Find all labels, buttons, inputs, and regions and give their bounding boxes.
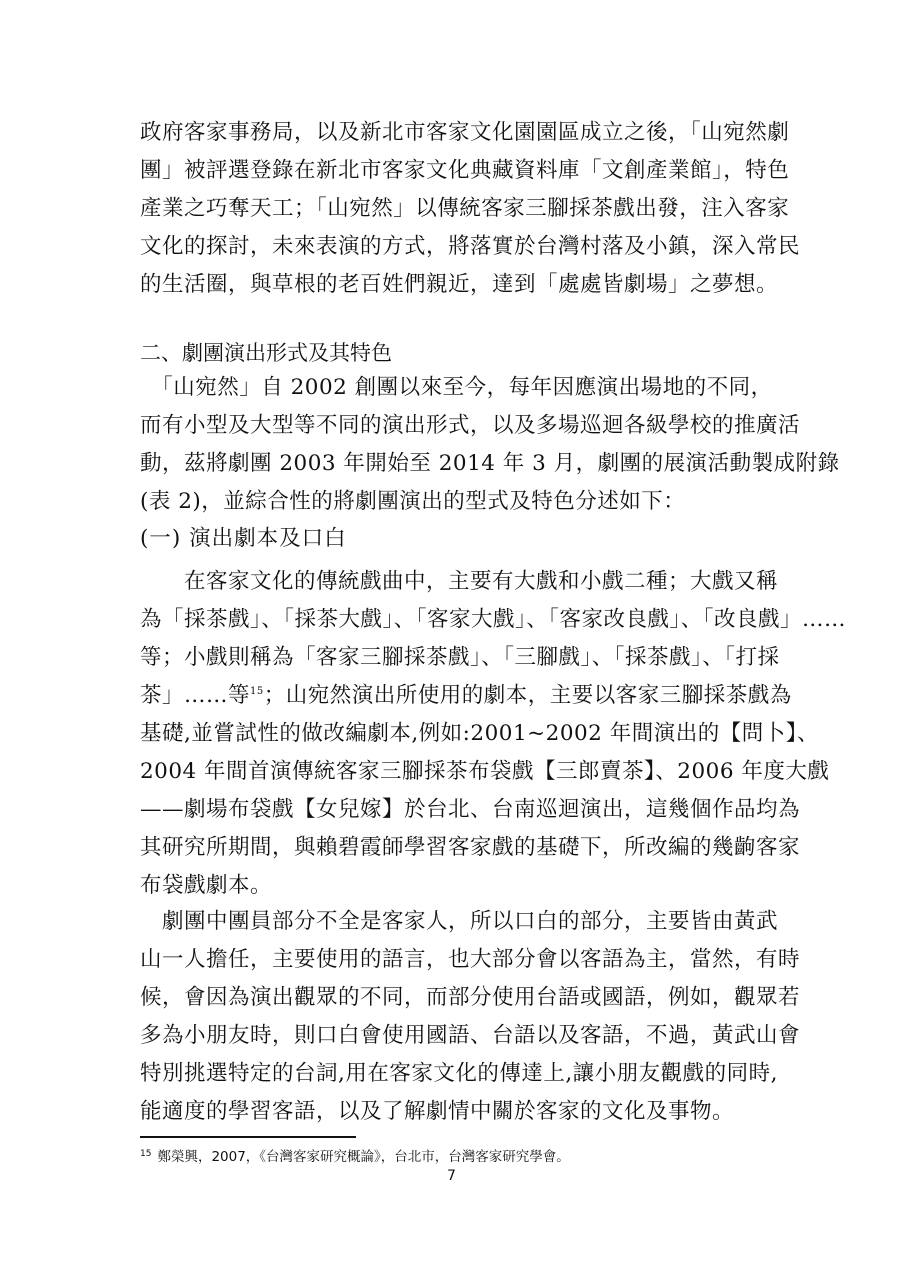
text-line: 的生活圈，與草根的老百姓們親近，達到「處處皆劇場」之夢想。 [140,272,779,297]
text-line: 2004 年間首演傳統客家三腳採茶布袋戲【三郎賣茶】、2006 年度大戲 [140,759,830,784]
footnote-number: 15 [140,1148,152,1159]
text-line: 團」被評選登錄在新北市客家文化典藏資料庫「文創產業館」，特色 [140,158,790,183]
text-line: 動，茲將劇團 2003 年開始至 2014 年 3 月，劇團的展演活動製成附錄 [140,451,840,476]
footnote-reference[interactable]: 15 [250,685,264,697]
text-line: (表 2)，並綜合性的將劇團演出的型式及特色分述如下： [140,489,686,514]
text-line: 能適度的學習客語，以及了解劇情中關於客家的文化及事物。 [140,1099,735,1124]
text-line: 「山宛然」自 2002 創團以來至今，每年因應演出場地的不同， [140,375,773,400]
text-line: 基礎,並嘗試性的做改編劇本,例如:2001~2002 年間演出的【問卜】、 [140,721,819,746]
text-line: 等；小戲則稱為「客家三腳採茶戲」、「三腳戲」、「採茶戲」、「打採 [140,645,780,670]
text-line: 文化的探討，未來表演的方式，將落實於台灣村落及小鎮，深入常民 [140,234,801,259]
text-line [140,677,792,715]
text-line: 而有小型及大型等不同的演出形式，以及多場巡迴各級學校的推廣活 [140,413,801,438]
paragraph-dialogue [140,903,801,1131]
text-line: 布袋戲劇本。 [140,873,273,898]
text-line: 在客家文化的傳統戲曲中，主要有大戲和小戲二種；大戲又稱 [140,569,779,594]
text-segment: 茶」……等 [140,683,251,708]
paragraph-intro [140,114,801,304]
footnote-text: 鄭榮興，2007，《台灣客家研究概論》，台北市，台灣客家研究學會。 [157,1149,570,1165]
paragraph-forms [140,369,840,521]
footnote [140,1145,570,1165]
page-number: 7 [447,1168,456,1184]
footnote-divider [140,1136,356,1138]
paragraph-scripts [140,563,847,905]
text-line: 候，會因為演出觀眾的不同，而部分使用台語或國語，例如，觀眾若 [140,985,801,1010]
text-segment: ；山宛然演出所使用的劇本，主要以客家三腳採茶戲為 [263,683,792,708]
text-line: 山一人擔任，主要使用的語言，也大部分會以客語為主，當然，有時 [140,947,801,972]
text-line: 劇團中團員部分不全是客家人，所以口白的部分，主要皆由黃武 [140,909,779,934]
text-line: 政府客家事務局，以及新北市客家文化園園區成立之後，「山宛然劇 [140,120,790,145]
text-line: ——劇場布袋戲【女兒嫁】於台北、台南巡迴演出，這幾個作品均為 [140,797,801,822]
text-line: 產業之巧奪天工；「山宛然」以傳統客家三腳採茶戲出發，注入客家 [140,196,790,221]
section-heading: 二、劇團演出形式及其特色 [140,341,392,365]
subsection-heading: (一) 演出劇本及口白 [140,526,347,551]
text-line: 為「採茶戲」、「採茶大戲」、「客家大戲」、「客家改良戲」、「改良戲」…… [140,607,847,632]
text-line: 其研究所期間，與賴碧霞師學習客家戲的基礎下，所改編的幾齣客家 [140,835,801,860]
text-line: 特別挑選特定的台詞,用在客家文化的傳達上,讓小朋友觀戲的同時, [140,1061,779,1086]
text-line: 多為小朋友時，則口白會使用國語、台語以及客語，不過，黃武山會 [140,1023,801,1048]
